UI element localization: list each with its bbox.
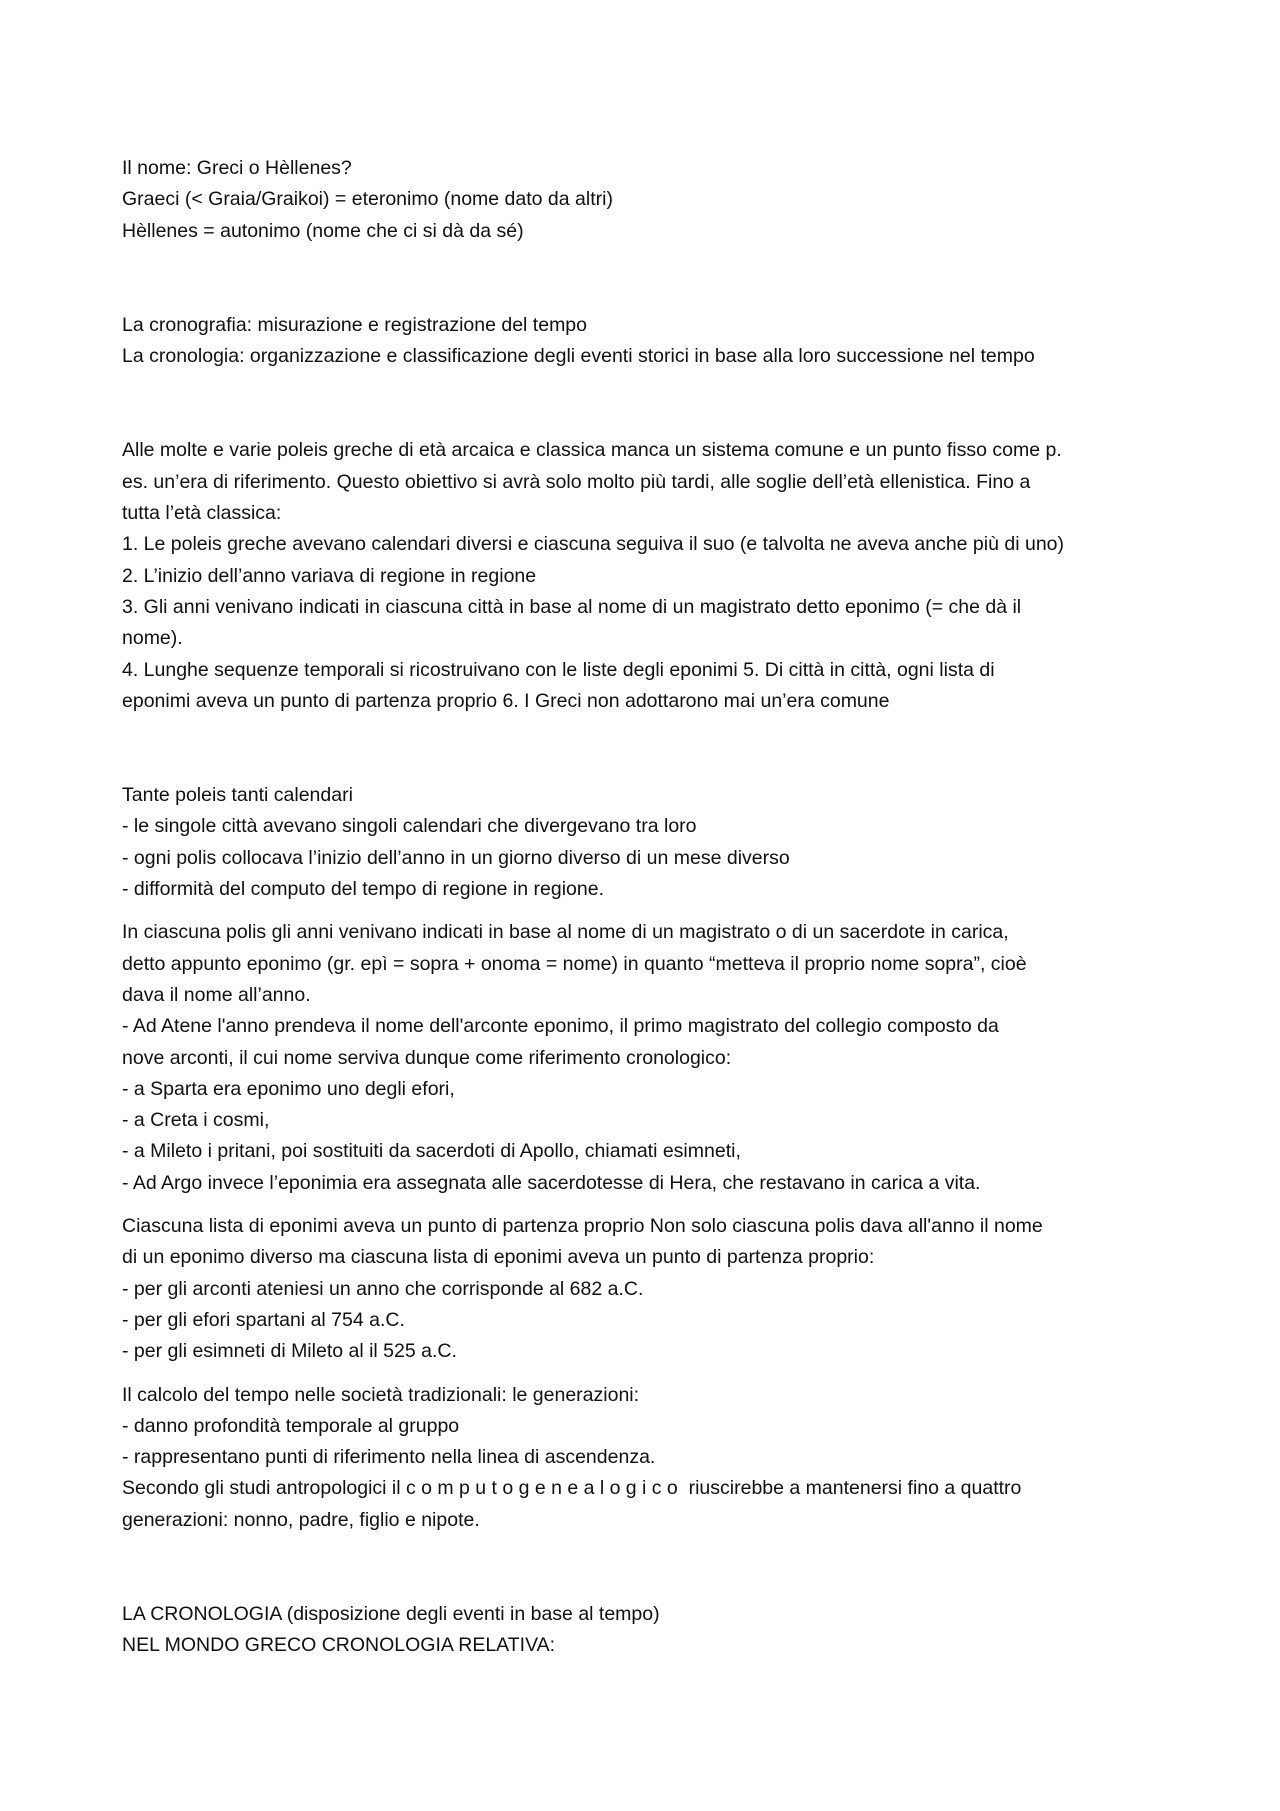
text-line: La cronografia: misurazione e registrazione del tempo	[122, 313, 588, 336]
text-line-spaced	[122, 1473, 1182, 1504]
text-line: 1. Le poleis greche avevano calendari diversi e ciascuna seguiva il suo (e talvolta ne aveva anche più di uno)	[122, 533, 1064, 556]
text-line: - per gli arconti ateniesi un anno che corrisponde al 682 a.C.	[122, 1277, 644, 1300]
text-line: detto appunto eponimo (gr. epì = sopra + onoma = nome) in quanto “metteva il proprio nome sopra”, cioè	[122, 952, 1027, 975]
text-line: 3. Gli anni venivano indicati in ciascuna città in base al nome di un magistrato detto eponimo (= che dà il	[122, 595, 1022, 618]
text-prefix: Secondo gli studi antropologici il	[122, 1477, 407, 1500]
text-line: - ogni polis collocava l’inizio dell’anno in un giorno diverso di un mese diverso	[122, 846, 790, 869]
section-calendars	[122, 780, 1182, 905]
text-line: - danno profondità temporale al gruppo	[122, 1414, 460, 1437]
section-eponym	[122, 917, 1182, 1199]
text-line: dava il nome all’anno.	[122, 983, 311, 1006]
text-line: - per gli efori spartani al 754 a.C.	[122, 1308, 405, 1331]
text-line: es. un’era di riferimento. Questo obiettivo si avrà solo molto più tardi, alle soglie dell’età ellenistica. Fino a	[122, 470, 1031, 493]
text-line: eponimi aveva un punto di partenza proprio 6. I Greci non adottarono mai un’era comune	[122, 689, 890, 712]
spacer	[122, 1199, 1182, 1211]
text-line: - rappresentano punti di riferimento nella linea di ascendenza.	[122, 1446, 656, 1469]
section-generations	[122, 1380, 1182, 1536]
text-line: - a Sparta era eponimo uno degli efori,	[122, 1077, 455, 1100]
text-line: Alle molte e varie poleis greche di età arcaica e classica manca un sistema comune e un punto fisso come p.	[122, 439, 1062, 462]
text-line: Ciascuna lista di eponimi aveva un punto di partenza proprio Non solo ciascuna polis dava all'anno il nome	[122, 1215, 1043, 1238]
spacer	[122, 372, 1182, 435]
spaced-word: computogenealogico	[406, 1477, 684, 1500]
section-chronography	[122, 310, 1182, 373]
text-line: nome).	[122, 627, 183, 650]
section-poleis	[122, 435, 1182, 717]
spacer	[122, 717, 1182, 780]
section-cronologia	[122, 1599, 1182, 1662]
text-line: 4. Lunghe sequenze temporali si ricostruivano con le liste degli eponimi 5. Di città in città, ogni lista di	[122, 658, 995, 681]
text-line: La cronologia: organizzazione e classificazione degli eventi storici in base alla loro successione nel tempo	[122, 345, 1035, 368]
text-line: In ciascuna polis gli anni venivano indicati in base al nome di un magistrato o di un sacerdote in carica,	[122, 921, 1009, 944]
text-line: generazioni: nonno, padre, figlio e nipote.	[122, 1508, 480, 1531]
spacer	[122, 1368, 1182, 1380]
text-line: - difformità del computo del tempo di regione in regione.	[122, 878, 604, 901]
text-line: - per gli esimneti di Mileto al il 525 a.C.	[122, 1340, 457, 1363]
text-line: - Ad Argo invece l’eponimia era assegnata alle sacerdotesse di Hera, che restavano in carica a vita.	[122, 1171, 981, 1194]
document-page	[122, 153, 1182, 1662]
text-line: di un eponimo diverso ma ciascuna lista di eponimi aveva un punto di partenza proprio:	[122, 1246, 875, 1269]
text-line: NEL MONDO GRECO CRONOLOGIA RELATIVA:	[122, 1634, 556, 1657]
spacer	[122, 905, 1182, 917]
text-line: 2. L’inizio dell’anno variava di regione in regione	[122, 564, 537, 587]
text-line: nove arconti, il cui nome serviva dunque come riferimento cronologico:	[122, 1046, 732, 1069]
text-line: - a Creta i cosmi,	[122, 1109, 270, 1132]
text-line: - a Mileto i pritani, poi sostituiti da sacerdoti di Apollo, chiamati esimneti,	[122, 1140, 741, 1163]
text-line: Il calcolo del tempo nelle società tradizionali: le generazioni:	[122, 1383, 640, 1406]
text-line: Il nome: Greci o Hèllenes?	[122, 157, 352, 179]
text-line: tutta l’età classica:	[122, 502, 282, 525]
text-line: Hèllenes = autonimo (nome che ci si dà da sé)	[122, 219, 524, 242]
section-name	[122, 153, 1182, 247]
text-line: Tante poleis tanti calendari	[122, 784, 353, 807]
text-line: LA CRONOLOGIA (disposizione degli eventi in base al tempo)	[122, 1602, 660, 1625]
text-line: Graeci (< Graia/Graikoi) = eteronimo (nome dato da altri)	[122, 188, 613, 211]
text-line: - Ad Atene l'anno prendeva il nome dell'arconte eponimo, il primo magistrato del collegio composto da	[122, 1015, 999, 1038]
spacer	[122, 1536, 1182, 1599]
section-eponym-lists	[122, 1211, 1182, 1367]
text-line: - le singole città avevano singoli calendari che divergevano tra loro	[122, 815, 697, 838]
text-suffix: riuscirebbe a mantenersi fino a quattro	[683, 1477, 1022, 1500]
spacer	[122, 247, 1182, 310]
